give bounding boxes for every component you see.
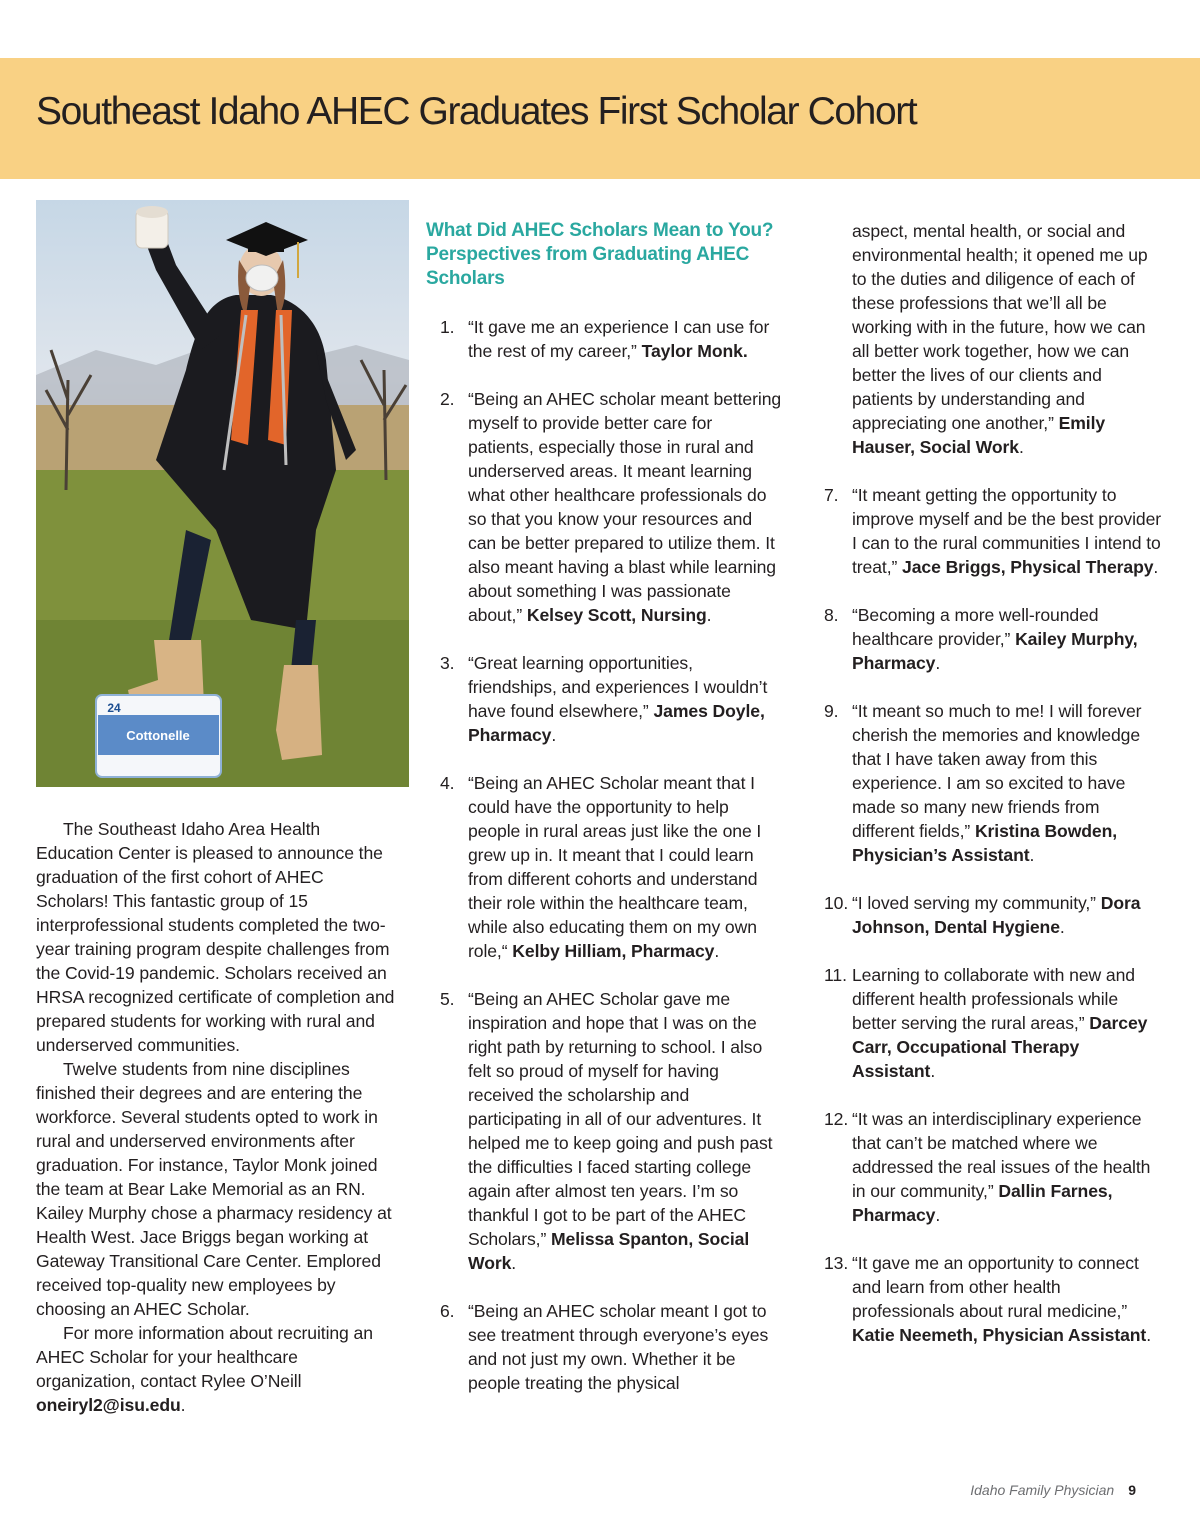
quote-attribution: Kelsey Scott, Nursing [526,605,707,625]
quote-list [824,483,1166,1347]
quote-list [426,315,782,1395]
quote-text: “Being an AHEC Scholar gave me inspiration and hope that I was on the right path by returning to school. I also felt so proud of myself for having received the scholarship and participating in all of our adventures. It helped me to keep going and push past the difficulties I faced starting college again after almost ten years. I’m so thankful I got to be part of the AHEC Scholars,” [468,989,773,1249]
quote-text: Learning to collaborate with new and different health professionals while better serving the rural areas,” [852,965,1135,1033]
quote-item [824,891,1166,939]
quote-end: . [714,941,720,961]
package-count: 24 [107,701,121,715]
quote-number: 12. [824,1109,849,1129]
quote-attribution: Kristina Bowden, Physician’s Assistant [852,821,1118,865]
quote-end: . [1146,1325,1151,1345]
quotes-column-2 [824,219,1166,1371]
quote-attribution: Dora Johnson, Dental Hygiene [852,893,1141,937]
quote-attribution: Dallin Farnes, Pharmacy [852,1181,1113,1225]
quote-attribution: James Doyle, Pharmacy [468,701,765,745]
quote-number: 8. [824,605,839,625]
quote-item [824,1251,1166,1347]
graduate-illustration-icon [36,200,409,787]
quote-number: 13. [824,1253,849,1273]
quote-item [824,1107,1166,1227]
quote-item [426,387,782,627]
quote-6-continuation [824,219,1166,459]
quote-number: 7. [824,485,839,505]
quote-text: “Becoming a more well-rounded healthcare provider,” [852,605,1099,649]
quote-text: “Being an AHEC scholar meant bettering myself to provide better care for patients, especially those in rural and underserved areas. It meant learning what other healthcare professionals do so that you know your resources and can be better prepared to utilize them. It also meant having a blast while learning about something I was passionate about,” [468,389,782,625]
quote-item [426,987,782,1275]
quote-text: “Being an AHEC scholar meant I got to see treatment through everyone’s eyes and not just my own. Whether it be people treating the physical [468,1301,769,1393]
quote-attribution: Kelby Hilliam, Pharmacy [512,941,715,961]
quote-attribution: Taylor Monk. [641,341,748,361]
quote-attribution: Jace Briggs, Physical Therapy [902,557,1154,577]
quote-text: “It was an interdisciplinary experience that can’t be matched where we addressed the real issues of the health in our community,” [852,1109,1151,1201]
quote-item [824,603,1166,675]
quote-text: aspect, mental health, or social and environmental health; it opened me up to the duties and diligence of each of these professions that we’ll all be working with in the future, how we can all better work together, how we can better the lives of our clients and patients by understanding and appreciating one another,” [852,221,1148,433]
quote-attribution: Emily Hauser, Social Work [852,413,1106,457]
quote-text: “It meant so much to me! I will forever cherish the memories and knowledge that I have taken away from this experience. I am so excited to have made so many new friends from different fields,” [852,701,1142,841]
quote-end: . [1018,437,1024,457]
quote-number: 9. [824,701,839,721]
intro-paragraph-2: Twelve students from nine disciplines finished their degrees and are entering the workforce. Several students opted to work in rural and underserved environments after graduation. For instance, Taylor Monk joined the team at Bear Lake Memorial as an RN. Kailey Murphy chose a pharmacy residency at Health West. Jace Briggs began working at Gateway Transitional Care Center. Emplored received top-quality new employees by choosing an AHEC Scholar. [36,1059,392,1319]
quote-text: “It gave me an opportunity to connect and learn from other health professionals about rural medicine,” [852,1253,1139,1321]
quotes-column-1 [426,219,782,1419]
page-title: Southeast Idaho AHEC Graduates First Scholar Cohort [36,90,917,133]
quote-text: “It gave me an experience I can use for the rest of my career,” [468,317,770,361]
quote-number: 10. [824,893,849,913]
quote-attribution: Kailey Murphy, Pharmacy [852,629,1138,673]
quote-item [824,483,1166,579]
quote-end: . [935,1205,941,1225]
quote-number: 4. [440,773,455,793]
quote-text: “I loved serving my community,” [852,893,1101,913]
quote-text: “Great learning opportunities, friendships, and experiences I wouldn’t have found elsewhere,” [468,653,768,721]
publication-name: Idaho Family Physician [970,1482,1115,1498]
intro-paragraph-1: The Southeast Idaho Area Health Education Center is pleased to announce the graduation of the first cohort of AHEC Scholars! This fantastic group of 15 interprofessional students completed the two-year training program despite challenges from the Covid-19 pandemic. Scholars received an HRSA recognized certificate of completion and prepared students for working with rural and underserved communities. [36,819,395,1055]
page-footer [970,1480,1136,1500]
quote-number: 2. [440,389,455,409]
quote-end: . [935,653,941,673]
quote-attribution: Melissa Spanton, Social Work [468,1229,750,1273]
intro-paragraph-3 [36,1321,398,1417]
quote-end: . [706,605,712,625]
quote-item [426,1299,782,1395]
quote-number: 6. [440,1301,455,1321]
quote-item [824,963,1166,1083]
quote-attribution: Katie Neemeth, Physician Assistant [852,1325,1147,1345]
quote-end: . [1153,557,1159,577]
quote-end: . [551,725,557,745]
section-subheading: What Did AHEC Scholars Mean to You? Perspectives from Graduating AHEC Scholars [426,220,774,289]
quote-item [426,315,782,363]
quote-attribution: Darcey Carr, Occupational Therapy Assistant [852,1013,1148,1081]
page-number: 9 [1128,1482,1136,1498]
quote-end: . [1029,845,1035,865]
quote-item [426,651,782,747]
graduate-photo [36,200,409,787]
intro-end: . [180,1395,186,1415]
quote-number: 1. [440,317,455,337]
package-brand: Cottonelle [126,728,190,743]
quote-end: . [511,1253,517,1273]
intro-article [36,817,398,1417]
contact-email-link[interactable]: oneiryl2@isu.edu [36,1395,181,1415]
contact-text: For more information about recruiting an AHEC Scholar for your healthcare organization, contact Rylee O’Neill [36,1323,373,1391]
quote-end: . [1059,917,1065,937]
quote-number: 3. [440,653,455,673]
quote-number: 11. [824,965,847,985]
quote-end: . [930,1061,936,1081]
quote-text: “It meant getting the opportunity to improve myself and be the best provider I can to the rural communities I intend to treat,” [852,485,1162,577]
quote-item [426,771,782,963]
quote-number: 5. [440,989,455,1009]
quote-text: “Being an AHEC Scholar meant that I could have the opportunity to help people in rural areas just like the one I grew up in. It meant that I could learn from different cohorts and understand their role within the healthcare team, while also educating them on my own role,“ [468,773,762,961]
quote-item [824,699,1166,867]
